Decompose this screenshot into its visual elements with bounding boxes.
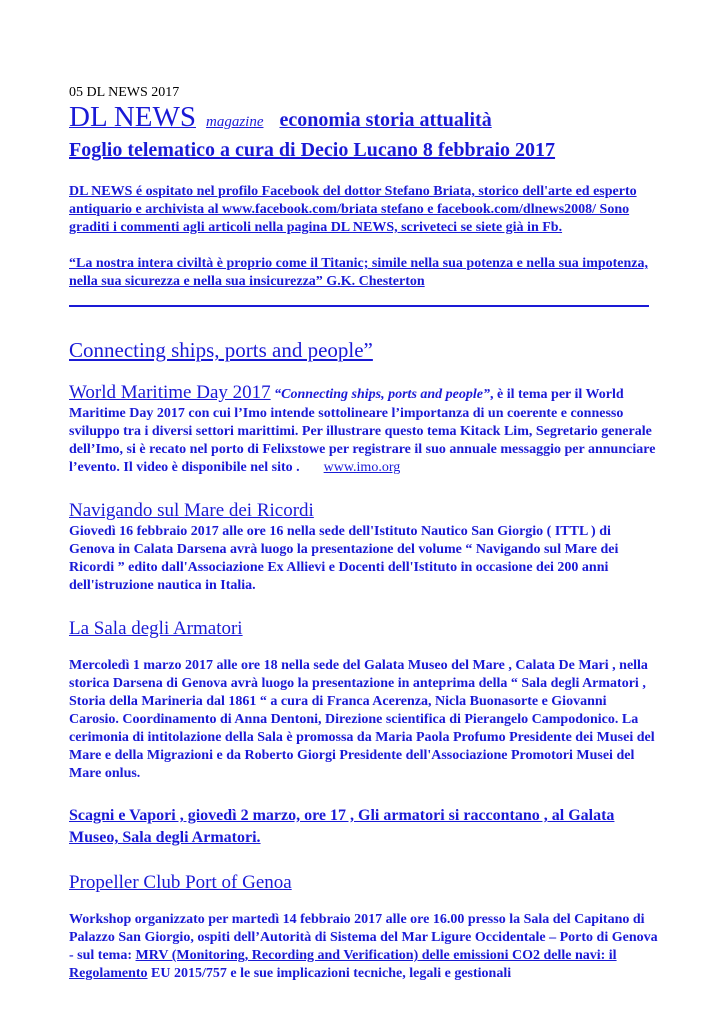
document-page xyxy=(69,84,659,983)
article-text-b: EU 2015/757 e le sue implicazioni tecniche, legali e gestionali xyxy=(147,966,512,981)
article-heading[interactable]: Scagni e Vapori , giovedì 2 marzo, ore 17 , Gli armatori si raccontano , al Galata Museo, Sala degli Armatori. xyxy=(69,807,615,846)
intro-quote: “La nostra intera civiltà è proprio come il Titanic; simile nella sua potenza e nella sua impotenza, nella sua sicurezza e nella sua insicurezza” G.K. Chesterton xyxy=(69,256,649,289)
article-propeller-club xyxy=(69,871,659,983)
mrv-link[interactable]: MRV (Monitoring, Recording and Verification) delle emissioni CO2 delle navi: il Regolamento xyxy=(69,948,617,981)
page-subtitle: Foglio telematico a cura di Decio Lucano 8 febbraio 2017 xyxy=(69,139,556,161)
article-text: , è il tema per il World Maritime Day 2017 con cui l’Imo intende sottolineare l’importanza di un coerente e connesso sviluppo tra i diversi settori marittimi. Per illustrare questo tema Kitack Lim, Segretario generale dell’Imo, si è recato nel porto di Felixstowe per registrare il suo annuale messaggio per annunciare l’evento. Il video è disponibile nel sito . xyxy=(69,387,656,475)
article-body xyxy=(69,381,659,477)
article-navigando xyxy=(69,499,659,595)
masthead-tagline: economia storia attualità xyxy=(279,109,492,131)
article-heading[interactable]: Propeller Club Port of Genoa xyxy=(69,872,292,893)
article-text xyxy=(69,911,659,983)
article-text: Mercoledì 1 marzo 2017 alle ore 18 nella sede del Galata Museo del Mare , Calata De Mari , nella storica Darsena di Genova avrà luogo la presentazione in anteprima della “ Sala degli Armatori , Storia della Marineria dal 1861 “ a cura di Franca Acerenza, Nicla Buonasorte e Giovanni Carosio. Coordinamento di Anna Dentoni, Direzione scientifica di Pierangelo Campodonico. La cerimonia di intitolazione della Sala è promossa da Maria Paola Profumo Presidente dei Musei del Mare e della Migrazioni e da Roberto Giorgi Presidente dell'Associazione Promotori Musei del Mare onlus. xyxy=(69,658,655,781)
article-text-a: Workshop organizzato per martedì 14 febbraio 2017 alle ore 16.00 presso la Sala del Capitano di Palazzo San Giorgio, ospiti dell’Autorità di Sistema del Mar Ligure Occidentale – Porto di Genova - sul tema: xyxy=(69,912,658,963)
imo-link[interactable]: www.imo.org xyxy=(323,460,401,475)
masthead-title: DL NEWS xyxy=(69,101,196,133)
masthead xyxy=(69,102,659,137)
article-heading[interactable]: La Sala degli Armatori xyxy=(69,618,243,639)
article-world-maritime-day xyxy=(69,381,659,477)
article-text: Giovedì 16 febbraio 2017 alle ore 16 nella sede dell'Istituto Nautico San Giorgio ( ITTL ) di Genova in Calata Darsena avrà luogo la presentazione del volume “ Navigando sul Mare dei Ricordi ” edito dall'Associazione Ex Allievi e Docenti dell'Istituto in occasione dei 200 anni dell'istruzione nautica in Italia. xyxy=(69,524,619,593)
masthead-magazine: magazine xyxy=(206,114,264,130)
article-italic-lead: “Connecting ships, ports and people” xyxy=(270,387,490,402)
article-heading[interactable]: World Maritime Day 2017 xyxy=(69,382,271,403)
article-sala-armatori xyxy=(69,617,659,783)
article-heading[interactable]: Navigando sul Mare dei Ricordi xyxy=(69,500,314,521)
issue-number: 05 DL NEWS 2017 xyxy=(69,85,180,100)
article-scagni-vapori xyxy=(69,805,659,849)
intro-paragraph[interactable]: DL NEWS é ospitato nel profilo Facebook del dottor Stefano Briata, storico dell'arte ed esperto antiquario e archivista al www.facebook.com/briata stefano e facebook.com/dlnews2008/ Sono graditi i commenti agli articoli nella pagina DL NEWS, scriveteci se siete già in Fb. xyxy=(69,184,637,235)
divider-rule xyxy=(69,305,649,307)
main-heading: Connecting ships, ports and people” xyxy=(69,338,373,362)
